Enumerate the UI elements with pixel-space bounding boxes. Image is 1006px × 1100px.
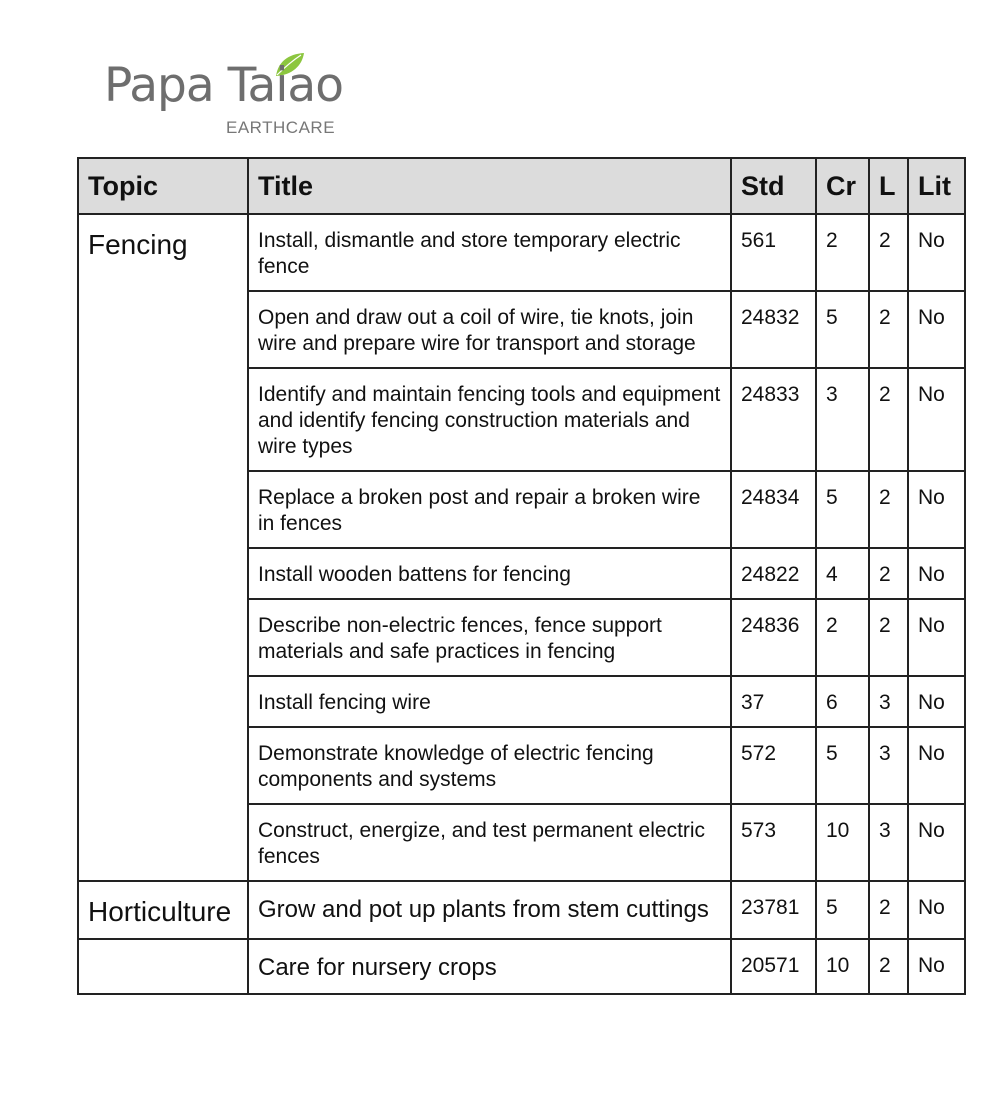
table-row xyxy=(78,881,965,939)
header-l: L xyxy=(869,158,908,214)
std-cell: 24833 xyxy=(731,368,816,471)
level-cell: 2 xyxy=(869,214,908,291)
std-cell: 20571 xyxy=(731,939,816,994)
title-cell: Grow and pot up plants from stem cuttings xyxy=(248,881,731,939)
lit-cell: No xyxy=(908,599,965,676)
std-cell: 24832 xyxy=(731,291,816,368)
level-cell: 2 xyxy=(869,881,908,939)
std-cell: 572 xyxy=(731,727,816,804)
cr-cell: 5 xyxy=(816,471,869,548)
lit-cell: No xyxy=(908,804,965,881)
lit-cell: No xyxy=(908,291,965,368)
title-cell: Install, dismantle and store temporary electric fence xyxy=(248,214,731,291)
papa-taiao-logo xyxy=(104,52,344,142)
lit-cell: No xyxy=(908,214,965,291)
level-cell: 3 xyxy=(869,676,908,727)
std-cell: 24822 xyxy=(731,548,816,599)
lit-cell: No xyxy=(908,471,965,548)
table-row xyxy=(78,214,965,291)
title-cell: Construct, energize, and test permanent electric fences xyxy=(248,804,731,881)
logo-subtitle: EARTHCARE xyxy=(226,118,336,137)
table-row xyxy=(78,939,965,994)
cr-cell: 4 xyxy=(816,548,869,599)
lit-cell: No xyxy=(908,727,965,804)
header-std: Std xyxy=(731,158,816,214)
lit-cell: No xyxy=(908,939,965,994)
topic-cell xyxy=(78,939,248,994)
title-cell: Install fencing wire xyxy=(248,676,731,727)
cr-cell: 5 xyxy=(816,291,869,368)
level-cell: 2 xyxy=(869,291,908,368)
cr-cell: 10 xyxy=(816,804,869,881)
level-cell: 2 xyxy=(869,471,908,548)
title-cell: Identify and maintain fencing tools and equipment and identify fencing construction materials and wire types xyxy=(248,368,731,471)
lit-cell: No xyxy=(908,676,965,727)
topic-cell: Fencing xyxy=(78,214,248,881)
std-cell: 37 xyxy=(731,676,816,727)
topic-cell: Horticulture xyxy=(78,881,248,939)
title-cell: Install wooden battens for fencing xyxy=(248,548,731,599)
header-title: Title xyxy=(248,158,731,214)
cr-cell: 3 xyxy=(816,368,869,471)
logo-wordmark: Papa Taiao xyxy=(104,58,343,113)
std-cell: 573 xyxy=(731,804,816,881)
std-cell: 24836 xyxy=(731,599,816,676)
header-cr: Cr xyxy=(816,158,869,214)
level-cell: 2 xyxy=(869,599,908,676)
title-cell: Care for nursery crops xyxy=(248,939,731,994)
cr-cell: 5 xyxy=(816,727,869,804)
cr-cell: 5 xyxy=(816,881,869,939)
std-cell: 23781 xyxy=(731,881,816,939)
header-topic: Topic xyxy=(78,158,248,214)
unit-standards-table xyxy=(77,157,966,995)
level-cell: 2 xyxy=(869,939,908,994)
lit-cell: No xyxy=(908,881,965,939)
level-cell: 2 xyxy=(869,548,908,599)
title-cell: Open and draw out a coil of wire, tie knots, join wire and prepare wire for transport and storage xyxy=(248,291,731,368)
level-cell: 3 xyxy=(869,727,908,804)
cr-cell: 2 xyxy=(816,214,869,291)
cr-cell: 10 xyxy=(816,939,869,994)
lit-cell: No xyxy=(908,368,965,471)
table-header-row xyxy=(78,158,965,214)
cr-cell: 6 xyxy=(816,676,869,727)
title-cell: Demonstrate knowledge of electric fencing components and systems xyxy=(248,727,731,804)
header-lit: Lit xyxy=(908,158,965,214)
std-cell: 24834 xyxy=(731,471,816,548)
level-cell: 2 xyxy=(869,368,908,471)
cr-cell: 2 xyxy=(816,599,869,676)
title-cell: Replace a broken post and repair a broken wire in fences xyxy=(248,471,731,548)
title-cell: Describe non-electric fences, fence support materials and safe practices in fencing xyxy=(248,599,731,676)
lit-cell: No xyxy=(908,548,965,599)
std-cell: 561 xyxy=(731,214,816,291)
level-cell: 3 xyxy=(869,804,908,881)
